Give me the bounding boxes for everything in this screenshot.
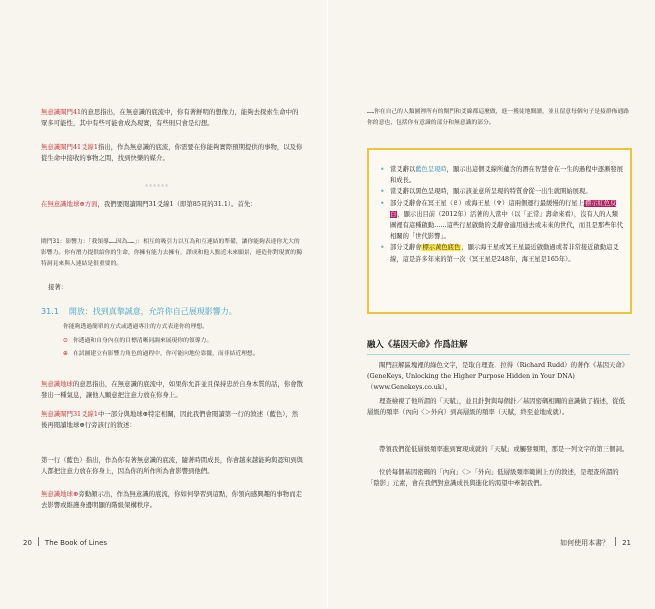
paragraph-genekeys: 閘門註解區塊裡的綠色文字，是取自理查．拉得（Richard Rudd）的著作《基因天命》(GeneKeys, Unlocking the Higher Purpose Hidden in Your DNA)（www.Genekeys.co.uk）。 <box>367 361 629 392</box>
paragraph-earth-meaning <box>41 379 303 401</box>
section-divider: ****** <box>145 184 169 191</box>
line-bullet-1 <box>63 336 303 347</box>
bullet-dot-icon: • <box>380 165 385 174</box>
paragraph-text: 中一部分與地球⊕特定相關，因此我們會閱讀第一行的敘述（藍色），然後再閱讀地球⊕行旁該行的敘述： <box>41 410 299 430</box>
paragraph-frequency: 帶領我們從低層級頻率進到實現成就的「天賦」或觸發頻期，那是一列文字的第三個詞。 <box>379 445 629 453</box>
highlight-term: 無意識閘門31爻線1 <box>41 410 98 418</box>
paragraph-gate31-line1 <box>41 409 303 431</box>
line-intro: 你能夠透過簡單的方式或透過專注的方式表達你的理想。 <box>63 324 208 330</box>
highlight-term: 無意識閘門41 <box>41 108 82 116</box>
intro-paragraph: ……你在自己的人類圖裡所有的閘門和爻線都這麼做，進一獲徒地閱讀，並且留意每個句子是接群佈通路你的意也，包括你有意識的部分和無意識的部分。 <box>367 109 630 126</box>
gate-quote: 閘門31：影響力：「我領導……因為……」：相互的吸引力以互為和互連結的準備，讓你能夠表達你尤大的影響力。你有潛力提供給你的生命，你擁有能力去擁有，譯成和他人點近未來願景，連造你對現實的獨特洞見來與人連結是很重要的。 <box>41 239 302 267</box>
line-bullet-2 <box>63 349 303 360</box>
line-title: 開放：找到真摯誠意，允許你自己展現影響力。 <box>68 307 237 316</box>
legend-item-yellow: • 部分爻辭會標示黃色底色，顯示海王星或冥王星最近啟動過或者非常接近啟動這爻線，這是許多年來的第一次（冥王星是248年，海王星是165年）。 <box>380 243 619 263</box>
footer-separator <box>615 537 616 546</box>
bullet-dot-icon: • <box>380 187 385 197</box>
page-number: 20 <box>23 539 32 547</box>
line-subheading <box>41 306 237 317</box>
circle-icon: ⊙ <box>63 338 68 344</box>
paragraph-gate41-line1 <box>41 142 303 164</box>
footer-label: 如何使用本書？ <box>560 539 610 547</box>
paragraph-text: ，我們要閱讀閘門31爻線1（即第85頁的31.1）。首先： <box>97 200 257 208</box>
left-page <box>0 0 327 609</box>
legend-item-blue: • 當爻辭以藍色呈現時，顯示出這個爻線所蘊含的潛在智慧會在一生的過程中逐漸發展和成長。 <box>380 165 623 185</box>
paragraph-text: 旁動顏示出，作為無意識的底流，你如何學習到這點，你領向感興趣的事物而走去影響或維護身邊明顯的階級架構秩序。 <box>41 490 302 510</box>
paragraph-text: 指出，作為無意識的底流，你需要在你能夠實際預期提供的事物，以及你從生命中接收的事物之間，找到快樂的媒介。 <box>41 143 303 163</box>
page-footer-right <box>560 537 631 548</box>
earth-icon: ⊕ <box>63 351 68 357</box>
legend-item-red: • 部分爻辭會在冥王星（♇）或海王星（♆）這兩個運行最緩慢的行星上標示紅色反白，顯示出目前（2012年）活著的人當中（以「正常」壽命來看），沒有人的人類圖裡有這種啟動……這些行星啟動的爻辭會適用通去或未來的世代，而且是那些年代相關的「世代影響」。 <box>380 198 623 241</box>
page-footer <box>23 537 107 547</box>
legend-box <box>367 148 632 314</box>
then-label: 接著： <box>48 283 68 291</box>
paragraph-text: 的意思指出，在無意識的底流中，你有著鮮明的想像力，能夠去探索生命中的眾多可能性，其中有些可能會成為現實，有些則只會是幻想。 <box>41 108 299 128</box>
line-number: 31.1 <box>41 307 59 316</box>
paragraph-text: 的意思指出，在無意識的底流中，如果你允許並且保持忠於自身本質的話，你會散發出一種氣息，讓他人願意把注意力放在你身上。 <box>41 380 304 400</box>
footer-separator <box>38 537 39 546</box>
paragraph-shadow: 位於每個基因密碼的「內向」〈＞「外向」低層級頻率範圍上方的敘述，是理查所謂的「陰影」元素，會在我們對意識成長與進化的渴望中牽制我們。 <box>367 468 619 488</box>
bullet-text: 在試圖建立有影響力角色的過程中，你可能向地位靠攏，而非結近理想。 <box>73 351 259 357</box>
legend-list <box>380 164 624 265</box>
section-rule <box>367 354 630 355</box>
highlight-term: 無意識閘門41爻線1 <box>41 143 98 151</box>
paragraph-first-line: 第一行（藍色）指出，作為你有著無意識的底流，隨著時間成長，你會越來越能夠與認知到與人都把注意力放在你身上，因為你的所作所為會影響到他們。 <box>41 456 304 476</box>
section-title: 融入《基因天命》作爲註解 <box>367 339 468 349</box>
paragraph-earth-second <box>41 489 303 511</box>
yellow-highlight: 標示黃色底色 <box>422 244 461 252</box>
blue-text: 藍色呈現時 <box>415 166 447 173</box>
bullet-dot-icon: • <box>380 243 385 253</box>
highlight-term: 無意識地球⊕ <box>41 490 79 498</box>
paragraph-unconscious-earth <box>41 199 303 210</box>
red-highlight: 標示紅色反白 <box>390 199 617 218</box>
paragraph-gifts: 理查檢視了他所謂的「天賦」，並且針對與每個針／基因密碼相關的意識做了描述，從低層級的頻率（內向〈＞外向）到高層級的頻率（天賦，終至並地成就）。 <box>367 397 626 417</box>
page-number: 21 <box>622 539 631 547</box>
bullet-dot-icon: • <box>380 198 385 208</box>
paragraph-unconscious-gate41 <box>41 107 303 129</box>
legend-item-black: • 當爻辭以黑色呈現時，顯示該並意所呈現的特質會從一出生就開始展現。 <box>380 187 592 197</box>
book-title: The Book of Lines <box>44 539 108 547</box>
highlight-term: 無意識地球 <box>41 380 73 388</box>
highlight-term: 在無意識地球⊕方面 <box>41 200 98 208</box>
bullet-text: 你透過和自身內在的目標清晰同調來展現你的領導力。 <box>73 338 213 344</box>
